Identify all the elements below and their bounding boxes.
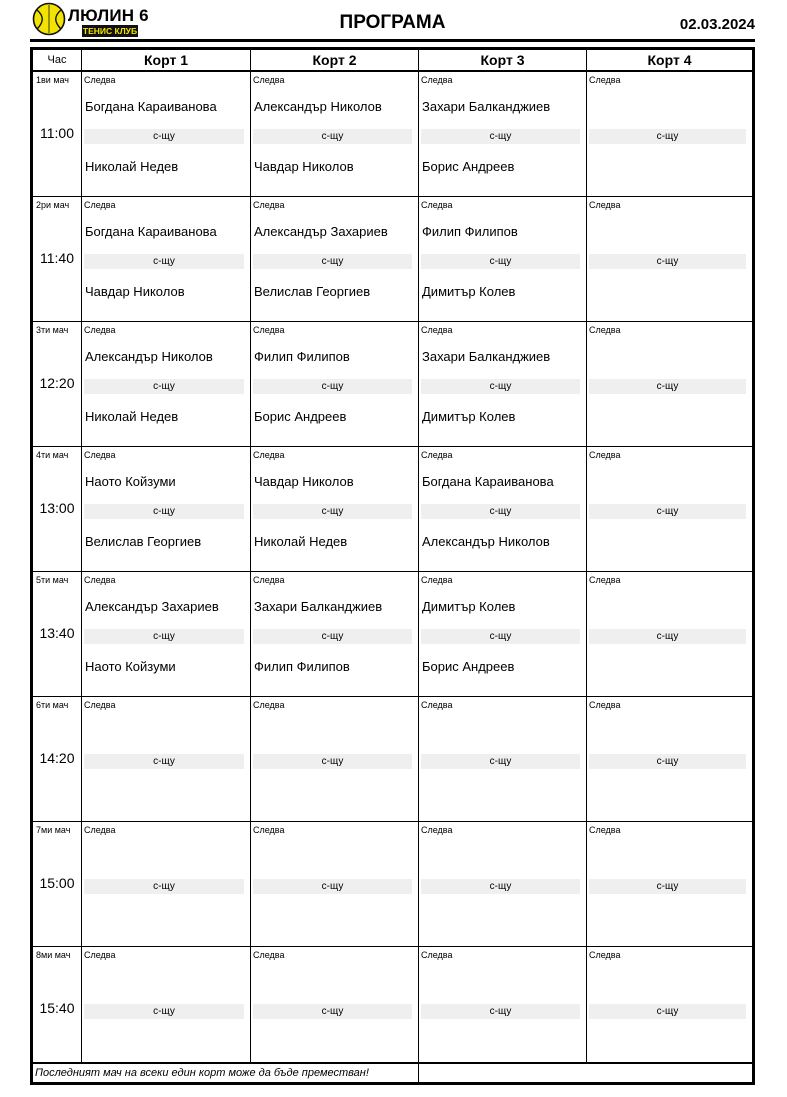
versus-label: с-щу	[84, 129, 244, 144]
player-1-name: Димитър Колев	[422, 599, 516, 614]
court-1-cell	[82, 72, 250, 197]
court-1-cell	[82, 947, 250, 1072]
player-2-name: Борис Андреев	[422, 159, 515, 174]
court-2-cell	[251, 572, 418, 697]
court-4-cell	[587, 572, 752, 697]
match-number: 4ти мач	[36, 450, 69, 460]
club-name: ЛЮЛИН 6	[68, 6, 149, 25]
player-1-name: Александър Николов	[85, 349, 213, 364]
court-4-cell	[587, 197, 752, 322]
player-2-name: Николай Недев	[254, 534, 348, 549]
next-label: Следва	[253, 325, 285, 335]
court-3-cell	[419, 822, 586, 947]
footer-divider	[33, 1062, 752, 1064]
court-1-header: Корт 1	[144, 52, 188, 68]
versus-label: с-щу	[253, 129, 412, 144]
player-2-name: Димитър Колев	[422, 409, 516, 424]
versus-label: с-щу	[421, 379, 580, 394]
column-divider	[586, 50, 587, 1064]
match-number: 6ти мач	[36, 700, 69, 710]
column-divider	[418, 50, 419, 1064]
match-time: 13:40	[39, 625, 75, 641]
player-2-name: Наото Койзуми	[85, 659, 176, 674]
court-2-cell	[251, 322, 418, 447]
next-label: Следва	[421, 700, 453, 710]
time-column-header: Час	[47, 54, 67, 66]
court-3-cell	[419, 72, 586, 197]
player-2-name: Чавдар Николов	[85, 284, 185, 299]
next-label: Следва	[84, 75, 116, 85]
versus-label: с-щу	[421, 1004, 580, 1019]
page-title: ПРОГРАМА	[339, 12, 446, 33]
match-time: 13:00	[39, 500, 75, 516]
court-3-cell	[419, 197, 586, 322]
column-divider	[250, 50, 251, 1064]
versus-label: с-щу	[589, 754, 746, 769]
next-label: Следва	[253, 75, 285, 85]
court-1-cell	[82, 572, 250, 697]
court-2-header: Корт 2	[312, 52, 357, 68]
versus-label: с-щу	[253, 629, 412, 644]
court-3-cell	[419, 447, 586, 572]
next-label: Следва	[253, 450, 285, 460]
next-label: Следва	[84, 200, 116, 210]
schedule-row	[33, 822, 752, 947]
match-number: 1ви мач	[36, 75, 69, 85]
player-1-name: Чавдар Николов	[254, 474, 354, 489]
next-label: Следва	[589, 450, 621, 460]
player-1-name: Захари Балканджиев	[254, 599, 383, 614]
court-4-cell	[587, 947, 752, 1072]
match-time: 11:00	[40, 125, 74, 141]
match-number: 7ми мач	[36, 825, 71, 835]
versus-label: с-щу	[253, 879, 412, 894]
next-label: Следва	[589, 325, 621, 335]
player-2-name: Велислав Георгиев	[254, 284, 371, 299]
match-number: 3ти мач	[36, 325, 69, 335]
versus-label: с-щу	[84, 504, 244, 519]
next-label: Следва	[84, 325, 116, 335]
player-2-name: Николай Недев	[85, 409, 179, 424]
versus-label: с-щу	[84, 379, 244, 394]
court-4-cell	[587, 72, 752, 197]
player-1-name: Александър Захариев	[85, 599, 219, 614]
versus-label: с-щу	[253, 1004, 412, 1019]
next-label: Следва	[421, 950, 453, 960]
header	[30, 0, 755, 40]
versus-label: с-щу	[421, 629, 580, 644]
versus-label: с-щу	[589, 629, 746, 644]
schedule-row	[33, 697, 752, 822]
versus-label: с-щу	[589, 1004, 746, 1019]
next-label: Следва	[84, 700, 116, 710]
versus-label: с-щу	[589, 379, 746, 394]
court-4-cell	[587, 322, 752, 447]
player-2-name: Александър Николов	[422, 534, 550, 549]
court-2-cell	[251, 947, 418, 1072]
versus-label: с-щу	[421, 504, 580, 519]
next-label: Следва	[589, 75, 621, 85]
versus-label: с-щу	[589, 254, 746, 269]
player-2-name: Николай Недев	[85, 159, 179, 174]
schedule-row	[33, 447, 752, 572]
court-2-cell	[251, 447, 418, 572]
player-1-name: Филип Филипов	[254, 349, 350, 364]
player-1-name: Филип Филипов	[422, 224, 518, 239]
match-time: 15:00	[39, 875, 75, 891]
schedule-table	[30, 47, 755, 1085]
next-label: Следва	[589, 200, 621, 210]
next-label: Следва	[421, 450, 453, 460]
next-label: Следва	[84, 575, 116, 585]
court-3-header: Корт 3	[480, 52, 525, 68]
next-label: Следва	[421, 75, 453, 85]
player-1-name: Богдана Караиванова	[85, 224, 217, 239]
court-2-cell	[251, 72, 418, 197]
footer-note: Последният мач на всеки един корт може да бъде преместван!	[35, 1067, 369, 1079]
court-3-cell	[419, 697, 586, 822]
next-label: Следва	[253, 200, 285, 210]
court-2-cell	[251, 197, 418, 322]
court-3-cell	[419, 322, 586, 447]
player-2-name: Филип Филипов	[254, 659, 350, 674]
next-label: Следва	[421, 200, 453, 210]
next-label: Следва	[253, 575, 285, 585]
versus-label: с-щу	[421, 129, 580, 144]
next-label: Следва	[253, 950, 285, 960]
match-number: 2ри мач	[36, 200, 70, 210]
next-label: Следва	[253, 825, 285, 835]
match-time: 15:40	[39, 1000, 75, 1016]
schedule-date: 02.03.2024	[679, 16, 755, 33]
footer-column-divider	[418, 1064, 419, 1082]
player-2-name: Димитър Колев	[422, 284, 516, 299]
court-1-cell	[82, 447, 250, 572]
court-3-cell	[419, 572, 586, 697]
match-time: 12:20	[39, 375, 75, 391]
versus-label: с-щу	[421, 879, 580, 894]
next-label: Следва	[84, 450, 116, 460]
versus-label: с-щу	[84, 254, 244, 269]
header-divider	[30, 39, 755, 42]
versus-label: с-щу	[421, 754, 580, 769]
court-4-cell	[587, 447, 752, 572]
next-label: Следва	[421, 825, 453, 835]
court-2-cell	[251, 697, 418, 822]
schedule-row	[33, 197, 752, 322]
match-time: 11:40	[40, 250, 74, 266]
versus-label: с-щу	[253, 754, 412, 769]
versus-label: с-щу	[84, 1004, 244, 1019]
versus-label: с-щу	[589, 879, 746, 894]
schedule-row	[33, 947, 752, 1072]
player-2-name: Велислав Георгиев	[85, 534, 202, 549]
next-label: Следва	[253, 700, 285, 710]
schedule-row	[33, 322, 752, 447]
player-1-name: Александър Николов	[254, 99, 382, 114]
next-label: Следва	[84, 950, 116, 960]
player-1-name: Богдана Караиванова	[422, 474, 554, 489]
court-3-cell	[419, 947, 586, 1072]
versus-label: с-щу	[84, 629, 244, 644]
column-divider	[81, 50, 82, 1064]
court-1-cell	[82, 197, 250, 322]
player-1-name: Александър Захариев	[254, 224, 388, 239]
versus-label: с-щу	[421, 254, 580, 269]
court-1-cell	[82, 322, 250, 447]
versus-label: с-щу	[589, 129, 746, 144]
club-subtitle: ТЕНИС КЛУБ	[82, 26, 138, 36]
schedule-row	[33, 72, 752, 197]
next-label: Следва	[84, 825, 116, 835]
player-2-name: Борис Андреев	[254, 409, 347, 424]
player-1-name: Захари Балканджиев	[422, 349, 551, 364]
match-number: 8ми мач	[36, 950, 71, 960]
versus-label: с-щу	[253, 504, 412, 519]
court-1-cell	[82, 697, 250, 822]
match-number: 5ти мач	[36, 575, 69, 585]
versus-label: с-щу	[589, 504, 746, 519]
versus-label: с-щу	[84, 754, 244, 769]
next-label: Следва	[589, 575, 621, 585]
next-label: Следва	[589, 825, 621, 835]
player-2-name: Борис Андреев	[422, 659, 515, 674]
player-1-name: Захари Балканджиев	[422, 99, 551, 114]
player-1-name: Наото Койзуми	[85, 474, 176, 489]
court-2-cell	[251, 822, 418, 947]
schedule-row	[33, 572, 752, 697]
player-2-name: Чавдар Николов	[254, 159, 354, 174]
versus-label: с-щу	[84, 879, 244, 894]
court-4-cell	[587, 822, 752, 947]
next-label: Следва	[589, 950, 621, 960]
next-label: Следва	[589, 700, 621, 710]
next-label: Следва	[421, 325, 453, 335]
versus-label: с-щу	[253, 254, 412, 269]
court-4-header: Корт 4	[647, 52, 692, 68]
court-1-cell	[82, 822, 250, 947]
versus-label: с-щу	[253, 379, 412, 394]
match-time: 14:20	[39, 750, 75, 766]
player-1-name: Богдана Караиванова	[85, 99, 217, 114]
court-4-cell	[587, 697, 752, 822]
next-label: Следва	[421, 575, 453, 585]
